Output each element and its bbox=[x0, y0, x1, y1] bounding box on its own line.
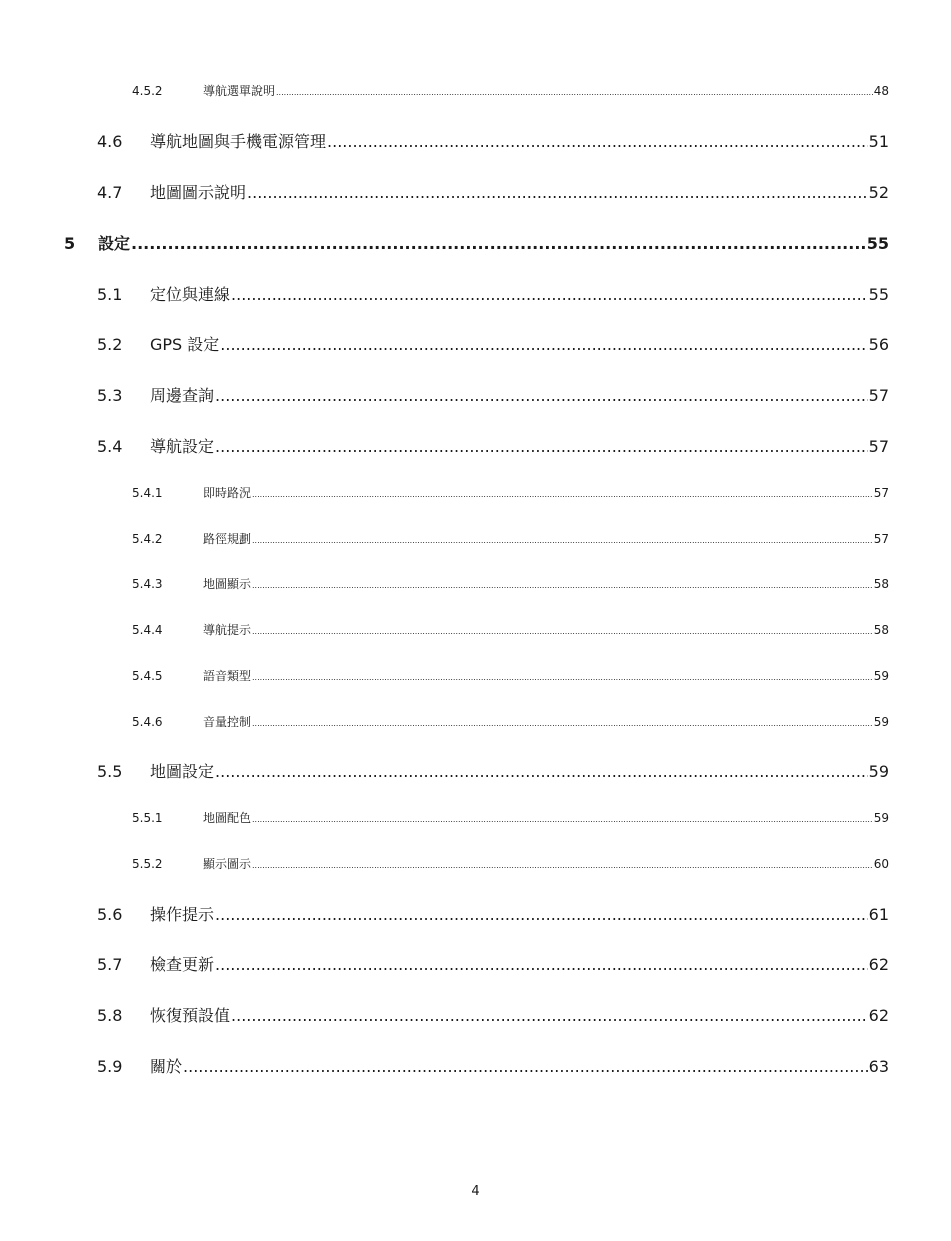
toc-entry-title: GPS 設定 bbox=[150, 335, 220, 354]
toc-entry-title: 定位與連線 bbox=[150, 285, 231, 304]
toc-entry-5-4[interactable] bbox=[97, 434, 889, 457]
toc-entry-title: 地圖配色 bbox=[203, 811, 252, 825]
dot-leader bbox=[131, 234, 866, 253]
toc-entry-5[interactable] bbox=[64, 231, 889, 254]
dot-leader bbox=[220, 335, 867, 354]
toc-entry-page: 61 bbox=[868, 905, 889, 924]
dot-leader bbox=[252, 536, 873, 545]
toc-entry-title: 周邊查詢 bbox=[150, 386, 215, 405]
toc-entry-5-6[interactable] bbox=[97, 902, 889, 925]
toc-entry-page: 58 bbox=[873, 577, 889, 591]
toc-entry-title: 語音類型 bbox=[203, 669, 252, 683]
dot-leader bbox=[252, 581, 873, 590]
toc-entry-5-2[interactable] bbox=[97, 332, 889, 355]
dot-leader bbox=[215, 762, 868, 781]
toc-entry-5-7[interactable] bbox=[97, 952, 889, 975]
toc-entry-page: 63 bbox=[868, 1057, 889, 1076]
dot-leader bbox=[252, 815, 873, 824]
toc-entry-title: 即時路況 bbox=[203, 486, 252, 500]
toc-entry-page: 52 bbox=[868, 183, 889, 202]
toc-entry-number: 5.4.3 bbox=[132, 577, 163, 591]
page-number: 4 bbox=[471, 1184, 480, 1199]
toc-entry-page: 56 bbox=[868, 335, 889, 354]
toc-entry-5-9[interactable] bbox=[97, 1054, 889, 1077]
toc-entry-title: 音量控制 bbox=[203, 715, 252, 729]
toc-entry-title: 顯示圖示 bbox=[203, 857, 252, 871]
toc-entry-number: 5.7 bbox=[97, 955, 123, 974]
toc-entry-number: 4.7 bbox=[97, 183, 123, 202]
toc-entry-number: 5.4.2 bbox=[132, 532, 163, 546]
toc-entry-number: 5.8 bbox=[97, 1006, 123, 1025]
dot-leader bbox=[252, 719, 873, 728]
toc-entry-page: 58 bbox=[873, 623, 889, 637]
toc-entry-title: 地圖設定 bbox=[150, 762, 215, 781]
toc-entry-5-3[interactable] bbox=[97, 383, 889, 406]
toc-entry-number: 5.4 bbox=[97, 437, 123, 456]
toc-entry-title: 導航設定 bbox=[150, 437, 215, 456]
toc-entry-5-5-1[interactable] bbox=[132, 809, 889, 826]
toc-entry-5-5[interactable] bbox=[97, 759, 889, 782]
toc-entry-page: 59 bbox=[873, 811, 889, 825]
toc-entry-title: 導航提示 bbox=[203, 623, 252, 637]
toc-entry-page: 59 bbox=[868, 762, 889, 781]
toc-entry-number: 5.9 bbox=[97, 1057, 123, 1076]
dot-leader bbox=[183, 1057, 868, 1076]
toc-entry-number: 5.4.5 bbox=[132, 669, 163, 683]
toc-entry-number: 5.1 bbox=[97, 285, 123, 304]
toc-entry-number: 5.2 bbox=[97, 335, 123, 354]
toc-entry-5-4-5[interactable] bbox=[132, 667, 889, 684]
dot-leader bbox=[252, 673, 873, 682]
dot-leader bbox=[276, 88, 873, 97]
toc-entry-number: 5 bbox=[64, 234, 76, 253]
toc-entry-title: 關於 bbox=[150, 1057, 183, 1076]
toc-entry-5-4-3[interactable] bbox=[132, 575, 889, 592]
toc-entry-5-1[interactable] bbox=[97, 282, 889, 305]
toc-entry-number: 5.5 bbox=[97, 762, 123, 781]
toc-entry-number: 5.5.2 bbox=[132, 857, 163, 871]
toc-entry-4-5-2[interactable] bbox=[132, 82, 889, 99]
toc-entry-number: 5.4.1 bbox=[132, 486, 163, 500]
toc-entry-5-4-2[interactable] bbox=[132, 530, 889, 547]
toc-entry-4-6[interactable] bbox=[97, 129, 889, 152]
toc-entry-number: 4.5.2 bbox=[132, 84, 163, 98]
dot-leader bbox=[215, 905, 868, 924]
toc-entry-number: 5.5.1 bbox=[132, 811, 163, 825]
toc-entry-page: 59 bbox=[873, 669, 889, 683]
toc-entry-number: 4.6 bbox=[97, 132, 123, 151]
toc-entry-5-5-2[interactable] bbox=[132, 855, 889, 872]
toc-entry-title: 導航地圖與手機電源管理 bbox=[150, 132, 327, 151]
toc-entry-title: 路徑規劃 bbox=[203, 532, 252, 546]
toc-entry-title: 檢查更新 bbox=[150, 955, 215, 974]
toc-entry-page: 55 bbox=[866, 234, 889, 253]
toc-entry-page: 57 bbox=[868, 386, 889, 405]
dot-leader bbox=[215, 955, 868, 974]
dot-leader bbox=[252, 627, 873, 636]
toc-entry-number: 5.3 bbox=[97, 386, 123, 405]
toc-entry-title: 恢復預設值 bbox=[150, 1006, 231, 1025]
toc-entry-page: 55 bbox=[868, 285, 889, 304]
toc-entry-title: 導航選單說明 bbox=[203, 84, 276, 98]
dot-leader bbox=[231, 1006, 868, 1025]
toc-entry-4-7[interactable] bbox=[97, 180, 889, 203]
toc-entry-5-4-6[interactable] bbox=[132, 713, 889, 730]
toc-entry-5-4-1[interactable] bbox=[132, 484, 889, 501]
toc-entry-page: 60 bbox=[873, 857, 889, 871]
toc-entry-page: 57 bbox=[873, 486, 889, 500]
dot-leader bbox=[247, 183, 868, 202]
toc-entry-page: 62 bbox=[868, 1006, 889, 1025]
toc-entry-title: 地圖圖示說明 bbox=[150, 183, 247, 202]
toc-entry-page: 48 bbox=[873, 84, 889, 98]
dot-leader bbox=[252, 861, 873, 870]
toc-entry-page: 57 bbox=[868, 437, 889, 456]
toc-entry-number: 5.4.6 bbox=[132, 715, 163, 729]
dot-leader bbox=[215, 437, 868, 456]
toc-entry-title: 地圖顯示 bbox=[203, 577, 252, 591]
dot-leader bbox=[215, 386, 868, 405]
toc-entry-number: 5.4.4 bbox=[132, 623, 163, 637]
toc-entry-number: 5.6 bbox=[97, 905, 123, 924]
toc-entry-page: 62 bbox=[868, 955, 889, 974]
dot-leader bbox=[252, 490, 873, 499]
toc-entry-page: 51 bbox=[868, 132, 889, 151]
toc-entry-page: 59 bbox=[873, 715, 889, 729]
dot-leader bbox=[231, 285, 868, 304]
dot-leader bbox=[327, 132, 868, 151]
toc-entry-title: 設定 bbox=[98, 234, 131, 253]
toc-entry-5-4-4[interactable] bbox=[132, 621, 889, 638]
toc-entry-5-8[interactable] bbox=[97, 1003, 889, 1026]
toc-entry-page: 57 bbox=[873, 532, 889, 546]
toc-entry-title: 操作提示 bbox=[150, 905, 215, 924]
